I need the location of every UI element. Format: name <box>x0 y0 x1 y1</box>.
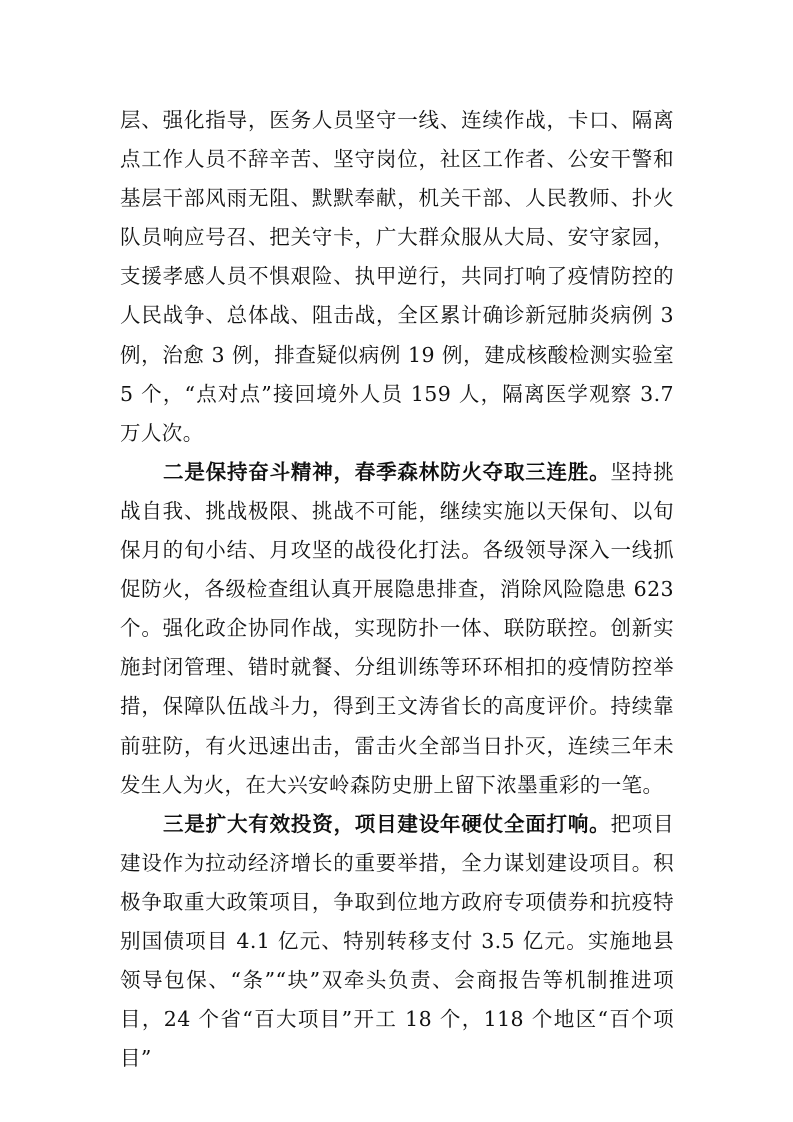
paragraph-text: 层、强化指导，医务人员坚守一线、连续作战，卡口、隔离点工作人员不辞辛苦、坚守岗位，社区工作者、公安干警和基层干部风雨无阻、默默奉献，机关干部、人民教师、扑火队员响应号召、把关守卡，广大群众服从大局、安守家园，支援孝感人员不惧艰险、执甲逆行，共同打响了疫情防控的人民战争、总体战、阻击战，全区累计确诊新冠肺炎病例 3 例，治愈 3 例，排查疑似病例 19 例，建成核酸检测实验室 5 个，“点对点”接回境外人员 159 人，隔离医学观察 3.7 万人次。 <box>120 108 674 445</box>
paragraph-project-investment <box>120 805 674 1079</box>
paragraph-text: 坚持挑战自我、挑战极限、挑战不可能，继续实施以天保旬、以旬保月的旬小结、月攻坚的战役化打法。各级领导深入一线抓促防火，各级检查组认真开展隐患排查，消除风险隐患 623 个。强化政企协同作战，实现防扑一体、联防联控。创新实施封闭管理、错时就餐、分组训练等环环相扣的疫情防控举措，保障队伍战斗力，得到王文涛省长的高度评价。持续靠前驻防，有火迅速出击，雷击火全部当日扑灭，连续三年未发生人为火，在大兴安岭森防史册上留下浓墨重彩的一笔。 <box>120 459 674 797</box>
paragraph-text: 把项目建设作为拉动经济增长的重要举措，全力谋划建设项目。积极争取重大政策项目，争取到位地方政府专项债券和抗疫特别国债项目 4.1 亿元、特别转移支付 3.5 亿元。实施地县领导包保、“条”“块”双牵头负责、会商报告等机制推进项目，24 个省“百大项目”开工 18 个，118 个地区“百个项目” <box>120 811 674 1071</box>
document-body <box>120 101 674 1078</box>
paragraph-lead: 二是保持奋斗精神，春季森林防火夺取三连胜。 <box>163 459 611 484</box>
paragraph-lead: 三是扩大有效投资，项目建设年硬仗全面打响。 <box>163 811 611 836</box>
paragraph-forest-fire-prevention <box>120 453 674 805</box>
paragraph-continuation <box>120 101 674 453</box>
